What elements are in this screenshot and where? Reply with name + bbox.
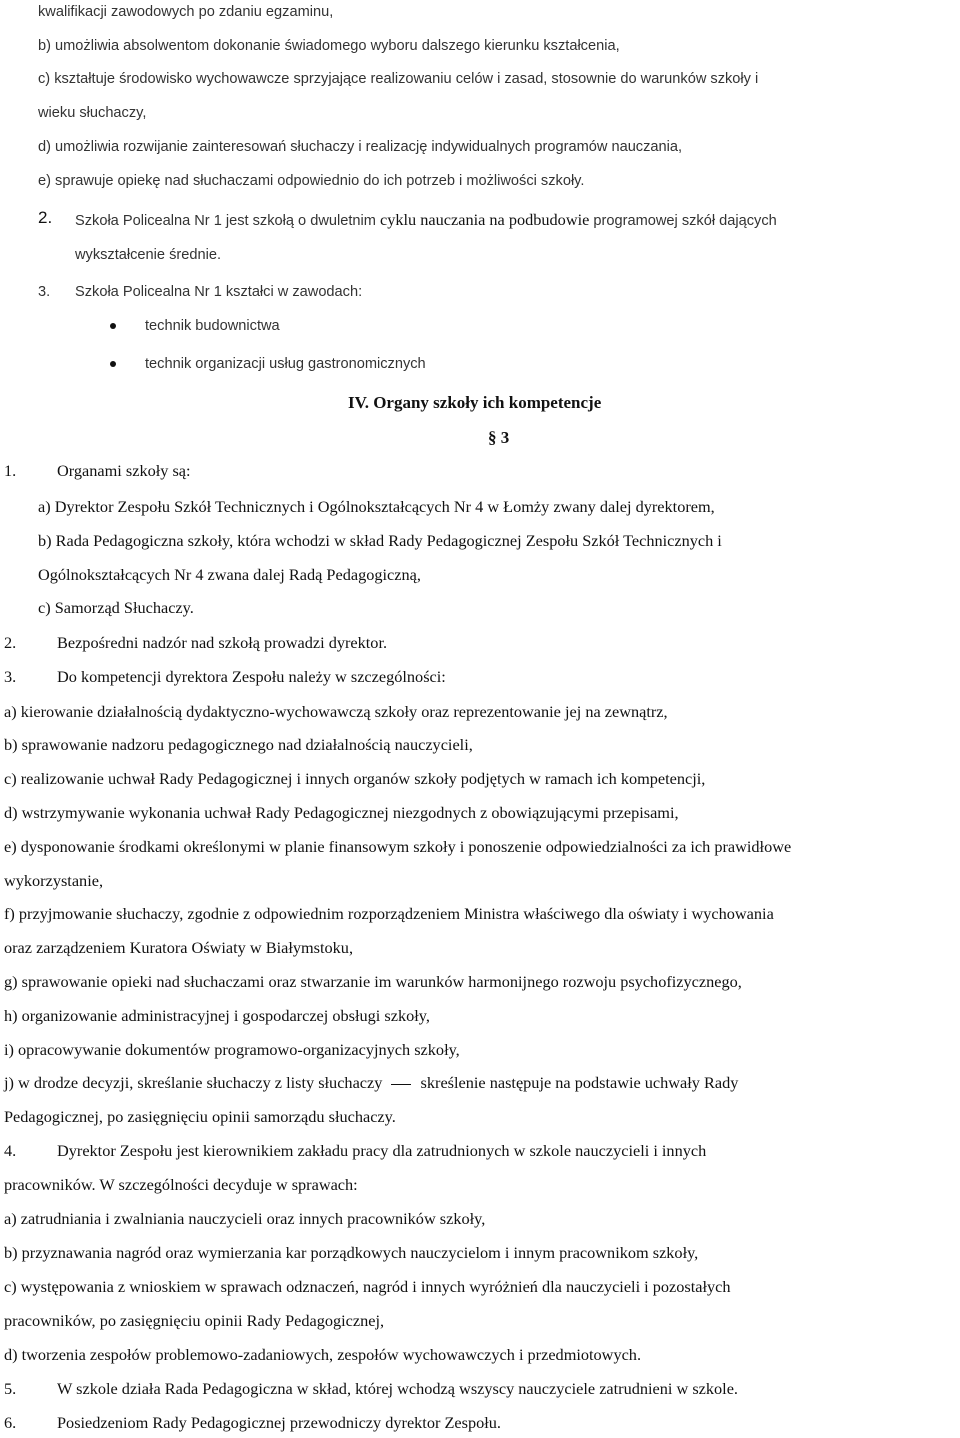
point-text-part: Szkoła Policealna Nr 1 jest szkołą o dwuletnim [75,213,376,229]
point-text: Posiedzeniom Rady Pedagogicznej przewodniczy dyrektor Zespołu. [57,1413,501,1432]
chapter-title: IV. Organy szkoły ich kompetencje [348,393,602,412]
point-text-part: cyklu nauczania na podbudowie [380,210,590,229]
list-item-c: c) kształtuje środowisko wychowawcze sprzyjające realizowaniu celów i zasad, stosownie do warunków szkoły i [38,71,759,87]
list-item-a: a) Dyrektor Zespołu Szkół Technicznych i Ogólnokształcących Nr 4 w Łomży zwany dalej dyrektorem, [38,497,715,516]
list-item-e: e) sprawuje opiekę nad słuchaczami odpowiednio do ich potrzeb i możliwości szkoły. [38,173,585,189]
list-item-c: c) występowania z wnioskiem w sprawach odznaczeń, nagród i innych wyróżnień dla nauczycieli i pozostałych [4,1277,731,1296]
point-text: W szkole działa Rada Pedagogiczna w skład, której wchodzą wszyscy nauczyciele zatrudnieni w szkole. [57,1379,738,1398]
list-item-e-cont: wykorzystanie, [4,871,104,890]
bullet-item: technik organizacji usług gastronomicznych [145,356,426,372]
paragraph-sign: § 3 [488,428,510,447]
list-item-b: b) Rada Pedagogiczna szkoły, która wchodzi w skład Rady Pedagogicznej Zespołu Szkół Technicznych i [38,531,722,550]
list-item-c-cont: pracowników, po zasięgnięciu opinii Rady Pedagogicznej, [4,1311,385,1330]
point-number: 4. [4,1141,17,1160]
list-item-c-cont: wieku słuchaczy, [38,105,147,121]
point-text-cont: pracowników. W szczególności decyduje w sprawach: [4,1175,358,1194]
point-text: Bezpośredni nadzór nad szkołą prowadzi dyrektor. [57,633,388,652]
list-item-a: a) zatrudniania i zwalniania nauczycieli oraz innych pracowników szkoły, [4,1209,486,1228]
bullet-icon [110,323,116,329]
point-text [75,210,777,231]
point-text: Szkoła Policealna Nr 1 kształci w zawodach: [75,284,363,300]
list-item-b-cont: Ogólnokształcących Nr 4 zwana dalej Radą Pedagogiczną, [38,565,421,584]
dash-divider [391,1084,411,1085]
point-text: Organami szkoły są: [57,461,191,480]
list-item-a: a) kierowanie działalnością dydaktyczno-wychowawczą szkoły oraz reprezentowanie jej na zewnątrz, [4,702,668,721]
list-item-c: c) Samorząd Słuchaczy. [38,598,194,617]
text-line: kwalifikacji zawodowych po zdaniu egzaminu, [38,4,334,20]
list-item-i: i) opracowywanie dokumentów programowo-organizacyjnych szkoły, [4,1040,460,1059]
list-item-j-part: skreślenie następuje na podstawie uchwały Rady [420,1073,739,1092]
bullet-icon [110,361,116,367]
list-item-f-cont: oraz zarządzeniem Kuratora Oświaty w Białymstoku, [4,938,354,957]
list-item-d: d) wstrzymywanie wykonania uchwał Rady Pedagogicznej niezgodnych z obowiązującymi przepisami, [4,803,679,822]
point-number: 2. [4,633,17,652]
list-item-c: c) realizowanie uchwał Rady Pedagogicznej i innych organów szkoły podjętych w ramach ich kompetencji, [4,769,706,788]
list-item-j [4,1073,738,1093]
list-item-e: e) dysponowanie środkami określonymi w planie finansowym szkoły i ponoszenie odpowiedzialności za ich prawidłowe [4,837,792,856]
point-number: 3. [38,284,51,300]
list-item-f: f) przyjmowanie słuchaczy, zgodnie z odpowiednim rozporządzeniem Ministra właściwego dla oświaty i wychowania [4,904,774,923]
list-item-d: d) umożliwia rozwijanie zainteresowań słuchaczy i realizację indywidualnych programów nauczania, [38,139,683,155]
list-item-j-cont: Pedagogicznej, po zasięgnięciu opinii samorządu słuchaczy. [4,1107,396,1126]
point-number: 2. [38,208,53,227]
point-text-part: programowej szkół dających [593,213,777,229]
bullet-item: technik budownictwa [145,318,280,334]
list-item-j-part: j) w drodze decyzji, skreślanie słuchaczy z listy słuchaczy [4,1073,383,1092]
point-number: 6. [4,1413,17,1432]
point-number: 3. [4,667,17,686]
list-item-b: b) sprawowanie nadzoru pedagogicznego nad działalnością nauczycieli, [4,735,473,754]
list-item-b: b) umożliwia absolwentom dokonanie świadomego wyboru dalszego kierunku kształcenia, [38,38,620,54]
list-item-h: h) organizowanie administracyjnej i gospodarczej obsługi szkoły, [4,1006,430,1025]
point-number: 1. [4,461,17,480]
list-item-g: g) sprawowanie opieki nad słuchaczami oraz stwarzanie im warunków harmonijnego rozwoju psychofizycznego, [4,972,742,991]
point-number: 5. [4,1379,17,1398]
point-text: Dyrektor Zespołu jest kierownikiem zakładu pracy dla zatrudnionych w szkole nauczycieli i innych [57,1141,707,1160]
point-text-cont: wykształcenie średnie. [75,247,222,263]
list-item-b: b) przyznawania nagród oraz wymierzania kar porządkowych nauczycielom i innym pracownikom szkoły, [4,1243,699,1262]
point-text: Do kompetencji dyrektora Zespołu należy w szczególności: [57,667,446,686]
list-item-d: d) tworzenia zespołów problemowo-zadaniowych, zespołów wychowawczych i przedmiotowych. [4,1345,642,1364]
